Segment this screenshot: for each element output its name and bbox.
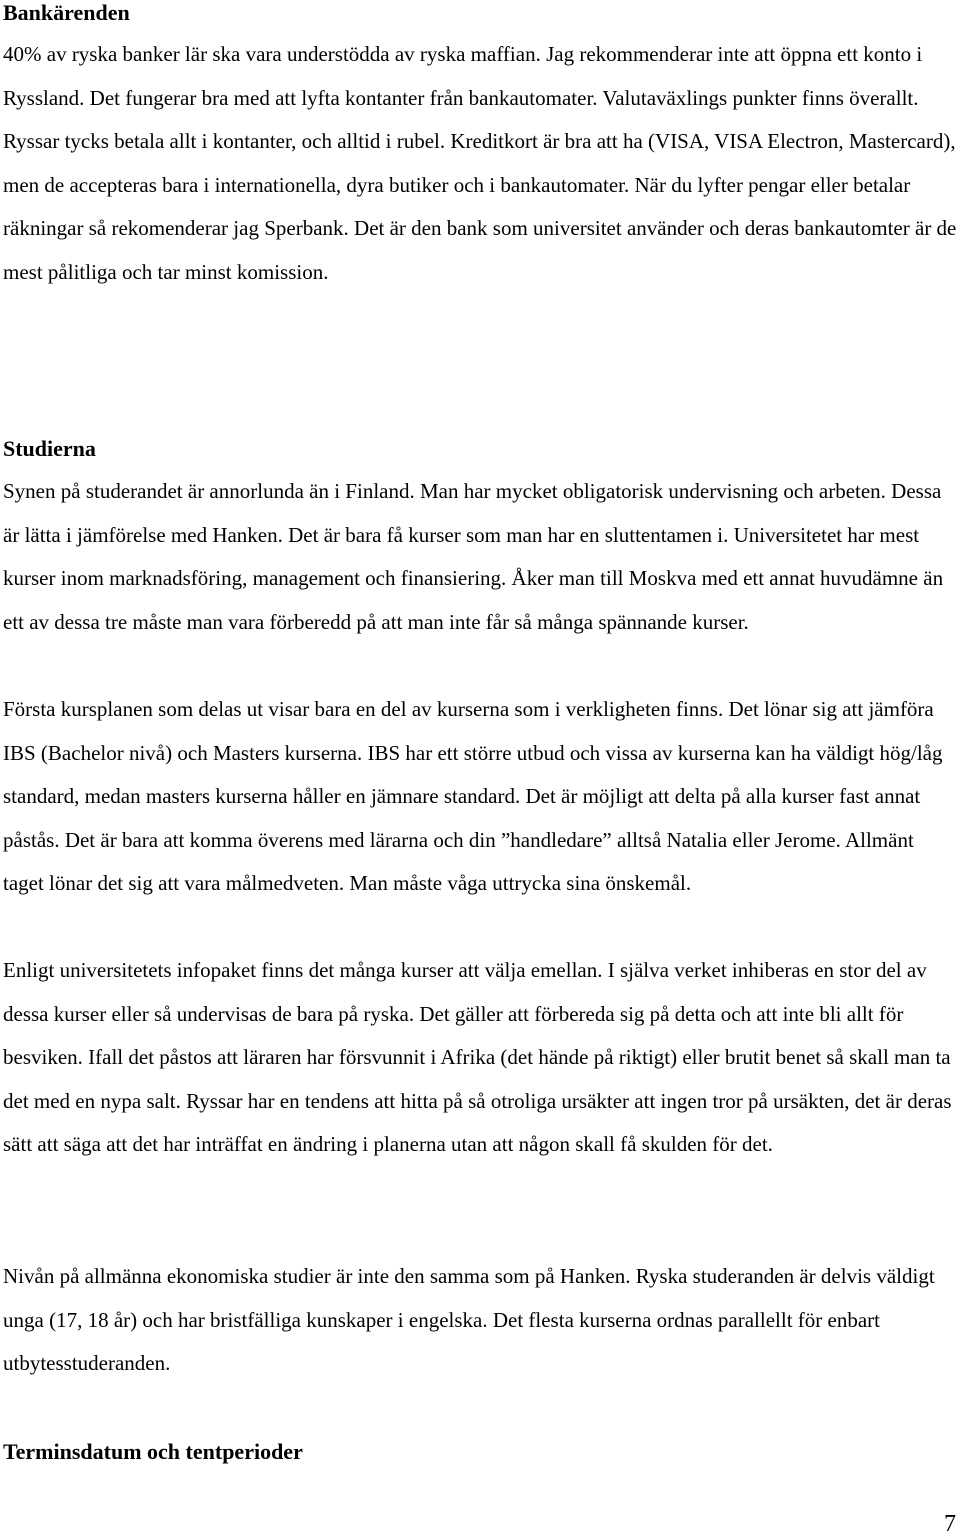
paragraph-studies-4: Nivån på allmänna ekonomiska studier är inte den samma som på Hanken. Ryska studeranden är delvis väldigt unga (17, 18 år) och har bristfälliga kunskaper i engelska. Det flesta kurserna ordnas parallellt för enbart utbytesstuderanden. [3, 1264, 935, 1375]
paragraph-studies-3: Enligt universitetets infopaket finns det många kurser att välja emellan. I själva verket inhiberas en stor del av dessa kurser eller så undervisas de bara på ryska. Det gäller att förbereda sig på detta och att inte bli allt för besviken. Ifall det påstos att läraren har försvunnit i Afrika (det hände på riktigt) eller brutit benet så skall man ta det med en nypa salt. Ryssar har en tendens att hitta på så otroliga ursäkter att ingen tror på ursäkten, det är deras sätt att säga att det har inträffat en ändring i planerna utan att någon skall få skulden för det. [3, 958, 952, 1156]
page-number: 7 [944, 1511, 956, 1537]
paragraph-studies-2: Första kursplanen som delas ut visar bara en del av kurserna som i verkligheten finns. Det lönar sig att jämföra IBS (Bachelor nivå) och Masters kurserna. IBS har ett större utbud och vissa av kurserna kan ha väldigt hög/låg standard, medan masters kurserna håller en jämnare standard. Det är möjligt att delta på alla kurser fast annat påstås. Det är bara att komma överens med lärarna och din ”handledare” alltså Natalia eller Jerome. Allmänt taget lönar det sig att vara målmedveten. Man måste våga uttrycka sina önskemål. [3, 697, 943, 895]
section-heading-terms: Terminsdatum och tentperioder [3, 1439, 303, 1464]
paragraph-studies-1: Synen på studerandet är annorlunda än i Finland. Man har mycket obligatorisk undervisning och arbeten. Dessa är lätta i jämförelse med Hanken. Det är bara få kurser som man har en sluttentamen i. Universitetet har mest kurser inom marknadsföring, management och finansiering. Åker man till Moskva med ett annat huvudämne än ett av dessa tre måste man vara förberedd på att man inte får så många spännande kurser. [3, 479, 944, 634]
section-heading-bank: Bankärenden [3, 0, 130, 25]
section-heading-studies: Studierna [3, 436, 96, 461]
paragraph-bank: 40% av ryska banker lär ska vara understödda av ryska maffian. Jag rekommenderar inte att öppna ett konto i Ryssland. Det fungerar bra med att lyfta kontanter från bankautomater. Valutaväxlings punkter finns överallt. Ryssar tycks betala allt i kontanter, och alltid i rubel. Kreditkort är bra att ha (VISA, VISA Electron, Mastercard), men de accepteras bara i internationella, dyra butiker och i bankautomater. När du lyfter pengar eller betalar räkningar så rekomenderar jag Sperbank. Det är den bank som universitet använder och deras bankautomter är de mest pålitliga och tar minst komission. [3, 42, 957, 284]
